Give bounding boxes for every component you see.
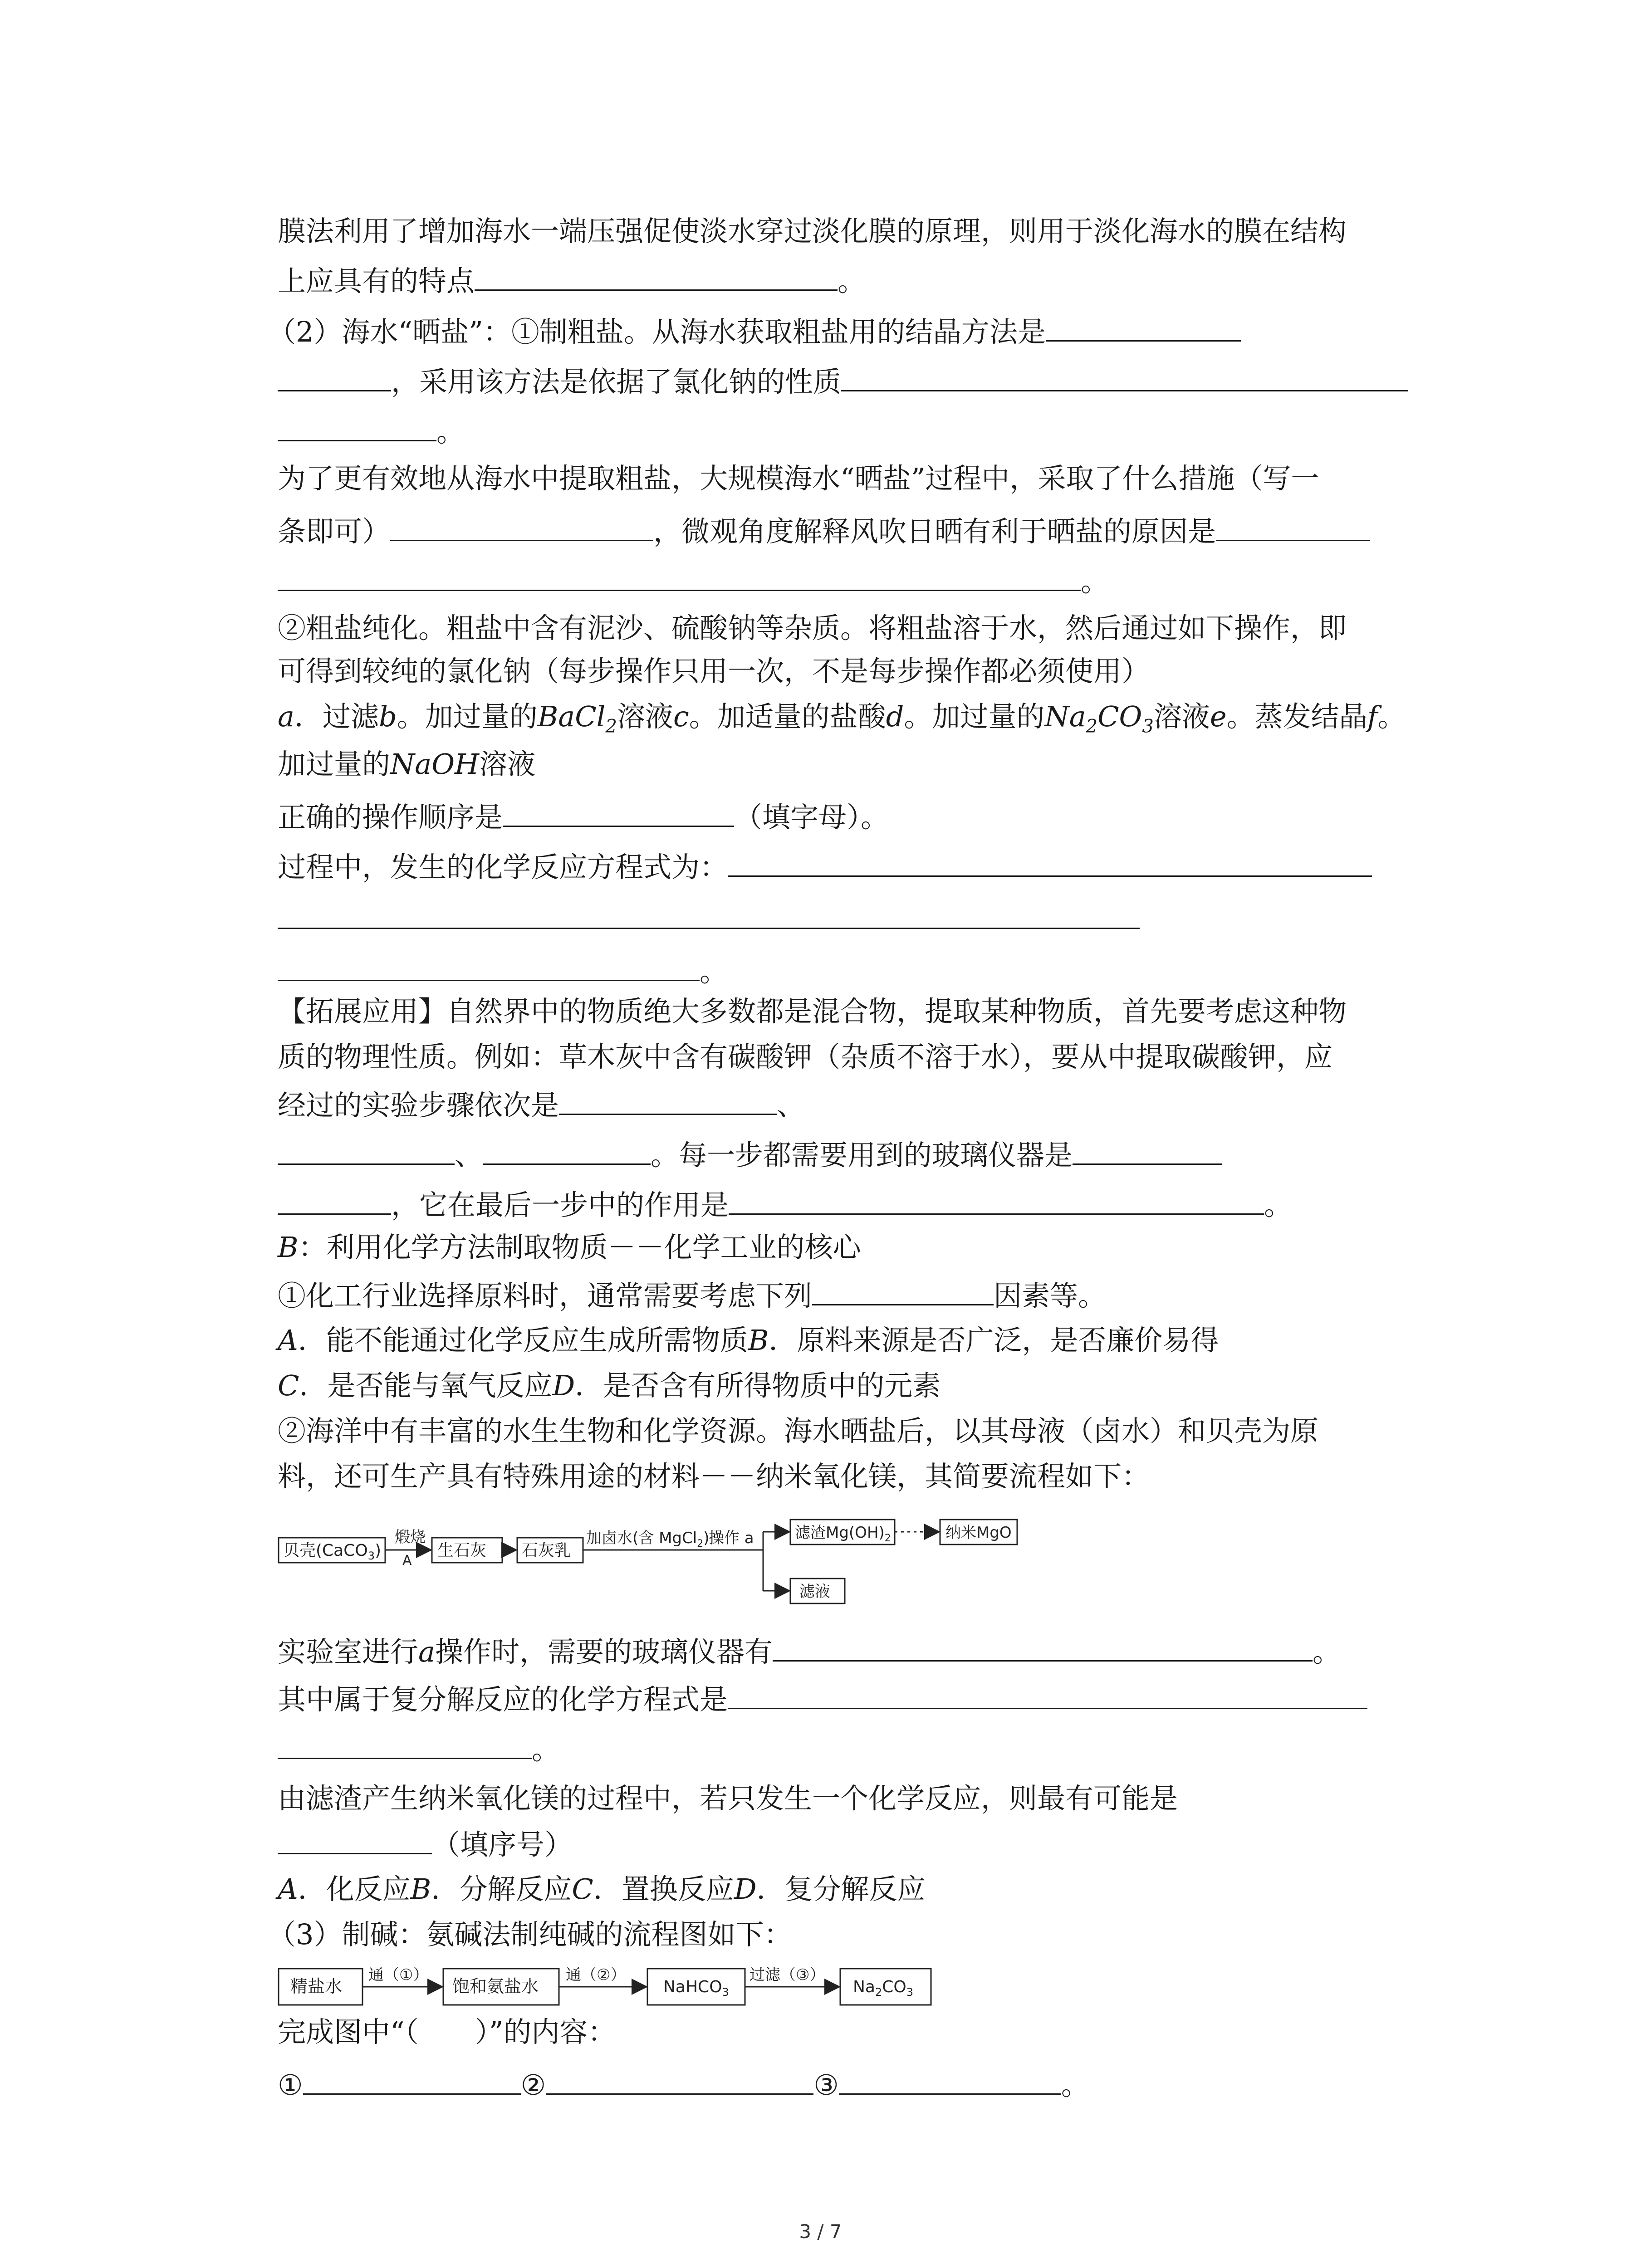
svg-text:NaHCO3: NaHCO$_3$ xyxy=(663,1978,729,1999)
svg-text:通（①）: 通（①） xyxy=(368,1966,429,1984)
text-line: 【拓展应用】自然界中的物质绝大多数都是混合物，提取某种物质，首先要考虑这种物 xyxy=(278,995,1347,1028)
text-line: 、 。每一步都需要用到的玻璃仪器是 xyxy=(278,1136,1222,1173)
answer-blank[interactable] xyxy=(559,1086,777,1115)
text-line: 。 xyxy=(278,562,1109,600)
svg-text:Na2CO3: $Na_2CO_3$ xyxy=(853,1978,914,1999)
svg-text:贝壳(CaCO3): 贝壳(CaCO$_3$) xyxy=(283,1541,382,1562)
text-line: 经过的实验步骤依次是 、 xyxy=(278,1086,805,1124)
svg-text:滤液: 滤液 xyxy=(799,1583,830,1601)
answer-blank[interactable] xyxy=(278,363,391,391)
text-line: 条即可） ，微观角度解释风吹日晒有利于晒盐的原因是 xyxy=(278,513,1370,550)
answer-blank[interactable] xyxy=(839,2066,1061,2095)
text-line: 由滤渣产生纳米氧化镁的过程中，若只发生一个化学反应，则最有可能是 xyxy=(278,1782,1178,1815)
answer-blank[interactable] xyxy=(812,1277,994,1305)
svg-text:加卤水(含 MgCl2): 加卤水(含 MgCl$_2$) xyxy=(586,1529,710,1549)
answer-blank[interactable] xyxy=(303,2066,521,2095)
svg-text:纳米MgO: 纳米MgO xyxy=(945,1524,1012,1542)
answer-blank[interactable] xyxy=(1216,513,1370,541)
page-number: 3 / 7 xyxy=(799,2220,842,2243)
text-line xyxy=(278,900,1140,938)
answer-blank[interactable] xyxy=(729,1186,1264,1215)
text-line: 为了更有效地从海水中提取粗盐，大规模海水“晒盐”过程中，采取了什么措施（写一 xyxy=(278,462,1319,495)
answer-blank[interactable] xyxy=(1046,313,1241,342)
answer-blank[interactable] xyxy=(728,1681,1367,1709)
svg-text:精盐水: 精盐水 xyxy=(290,1976,343,1996)
answer-blank[interactable] xyxy=(728,848,1372,877)
text-line: 。 xyxy=(278,413,465,450)
text-line: ①化工行业选择原料时，通常需要考虑下列 因素等。 xyxy=(278,1277,1106,1314)
svg-text:A: A xyxy=(402,1553,412,1569)
answer-blank[interactable] xyxy=(278,1826,432,1854)
text-line: ，它在最后一步中的作用是 。 xyxy=(278,1186,1292,1223)
text-line: A．能不能通过化学反应生成所需物质B．原料来源是否广泛，是否廉价易得 xyxy=(278,1324,1219,1357)
text-line: 料，还可生产具有特殊用途的材料－－纳米氧化镁，其简要流程如下： xyxy=(278,1460,1150,1493)
svg-text:生石灰: 生石灰 xyxy=(437,1541,487,1560)
text-line: （填序号） xyxy=(278,1826,573,1863)
answer-blank[interactable] xyxy=(475,262,838,291)
text-line: 加过量的NaOH溶液 xyxy=(278,748,536,781)
svg-text:石灰乳: 石灰乳 xyxy=(522,1541,571,1560)
answer-blank[interactable] xyxy=(483,1136,651,1165)
answer-blank[interactable] xyxy=(841,363,1408,391)
svg-text:操作 a: 操作 a xyxy=(709,1529,754,1547)
text-line: a．过滤b。加过量的BaCl$_2$溶液c。加适量的盐酸d。加过量的$Na_2CO_3$溶液e。蒸发结晶f。 xyxy=(278,700,1406,737)
answer-blank[interactable] xyxy=(503,798,734,827)
text-line: 质的物理性质。例如：草木灰中含有碳酸钾（杂质不溶于水），要从中提取碳酸钾，应 xyxy=(278,1040,1333,1073)
text-line: 完成图中“（ ）”的内容： xyxy=(278,2015,616,2048)
answer-blank[interactable] xyxy=(278,1136,455,1165)
svg-text:通（②）: 通（②） xyxy=(566,1966,626,1984)
answer-blank[interactable] xyxy=(278,562,1081,591)
text-line: ②粗盐纯化。粗盐中含有泥沙、硫酸钠等杂质。将粗盐溶于水，然后通过如下操作，即 xyxy=(278,611,1347,645)
svg-text:滤渣Mg(OH)2: 滤渣$Mg(OH)_2$ xyxy=(795,1524,891,1544)
text-line: 上应具有的特点 。 xyxy=(278,262,866,299)
text-line: ②海洋中有丰富的水生生物和化学资源。海水晒盐后，以其母液（卤水）和贝壳为原 xyxy=(278,1414,1319,1447)
text-line: ① ② ③ 。 xyxy=(278,2066,1089,2103)
text-line: 膜法利用了增加海水一端压强促使淡水穿过淡化膜的原理，则用于淡化海水的膜在结构 xyxy=(278,215,1347,248)
text-line: 实验室进行a操作时，需要的玻璃仪器有 。 xyxy=(278,1633,1341,1670)
text-line: （2）海水“晒盐”：①制粗盐。从海水获取粗盐用的结晶方法是 xyxy=(268,313,1241,350)
answer-blank[interactable] xyxy=(390,513,653,541)
text-line: 。 xyxy=(278,953,728,990)
mgo-flowchart xyxy=(278,1510,1076,1615)
answer-blank[interactable] xyxy=(773,1633,1313,1662)
text-line: 过程中，发生的化学反应方程式为： xyxy=(278,848,1372,885)
answer-blank[interactable] xyxy=(278,953,700,981)
answer-blank[interactable] xyxy=(1073,1136,1222,1165)
text-line: 正确的操作顺序是 （填字母）。 xyxy=(278,798,889,836)
answer-blank[interactable] xyxy=(278,1186,391,1215)
text-line: （3）制碱：氨碱法制纯碱的流程图如下： xyxy=(268,1918,792,1951)
answer-blank[interactable] xyxy=(278,900,1140,929)
svg-text:煅烧: 煅烧 xyxy=(395,1528,426,1546)
svg-text:饱和氨盐水: 饱和氨盐水 xyxy=(452,1976,539,1996)
answer-blank[interactable] xyxy=(278,413,436,441)
text-line: ，采用该方法是依据了氯化钠的性质 xyxy=(278,363,1408,400)
svg-text:过滤（③）: 过滤（③） xyxy=(749,1966,825,1984)
text-line: 。 xyxy=(278,1730,560,1768)
answer-blank[interactable] xyxy=(278,1730,532,1759)
text-line: C．是否能与氧气反应D．是否含有所得物质中的元素 xyxy=(278,1369,941,1402)
text-line: 其中属于复分解反应的化学方程式是 xyxy=(278,1681,1367,1718)
soda-flowchart xyxy=(278,1960,949,2009)
text-line: 可得到较纯的氯化钠（每步操作只用一次，不是每步操作都必须使用） xyxy=(278,655,1150,688)
text-line: A．化反应B．分解反应C．置换反应D．复分解反应 xyxy=(278,1872,926,1906)
text-line: B：利用化学方法制取物质－－化学工业的核心 xyxy=(278,1231,861,1264)
answer-blank[interactable] xyxy=(546,2066,813,2095)
